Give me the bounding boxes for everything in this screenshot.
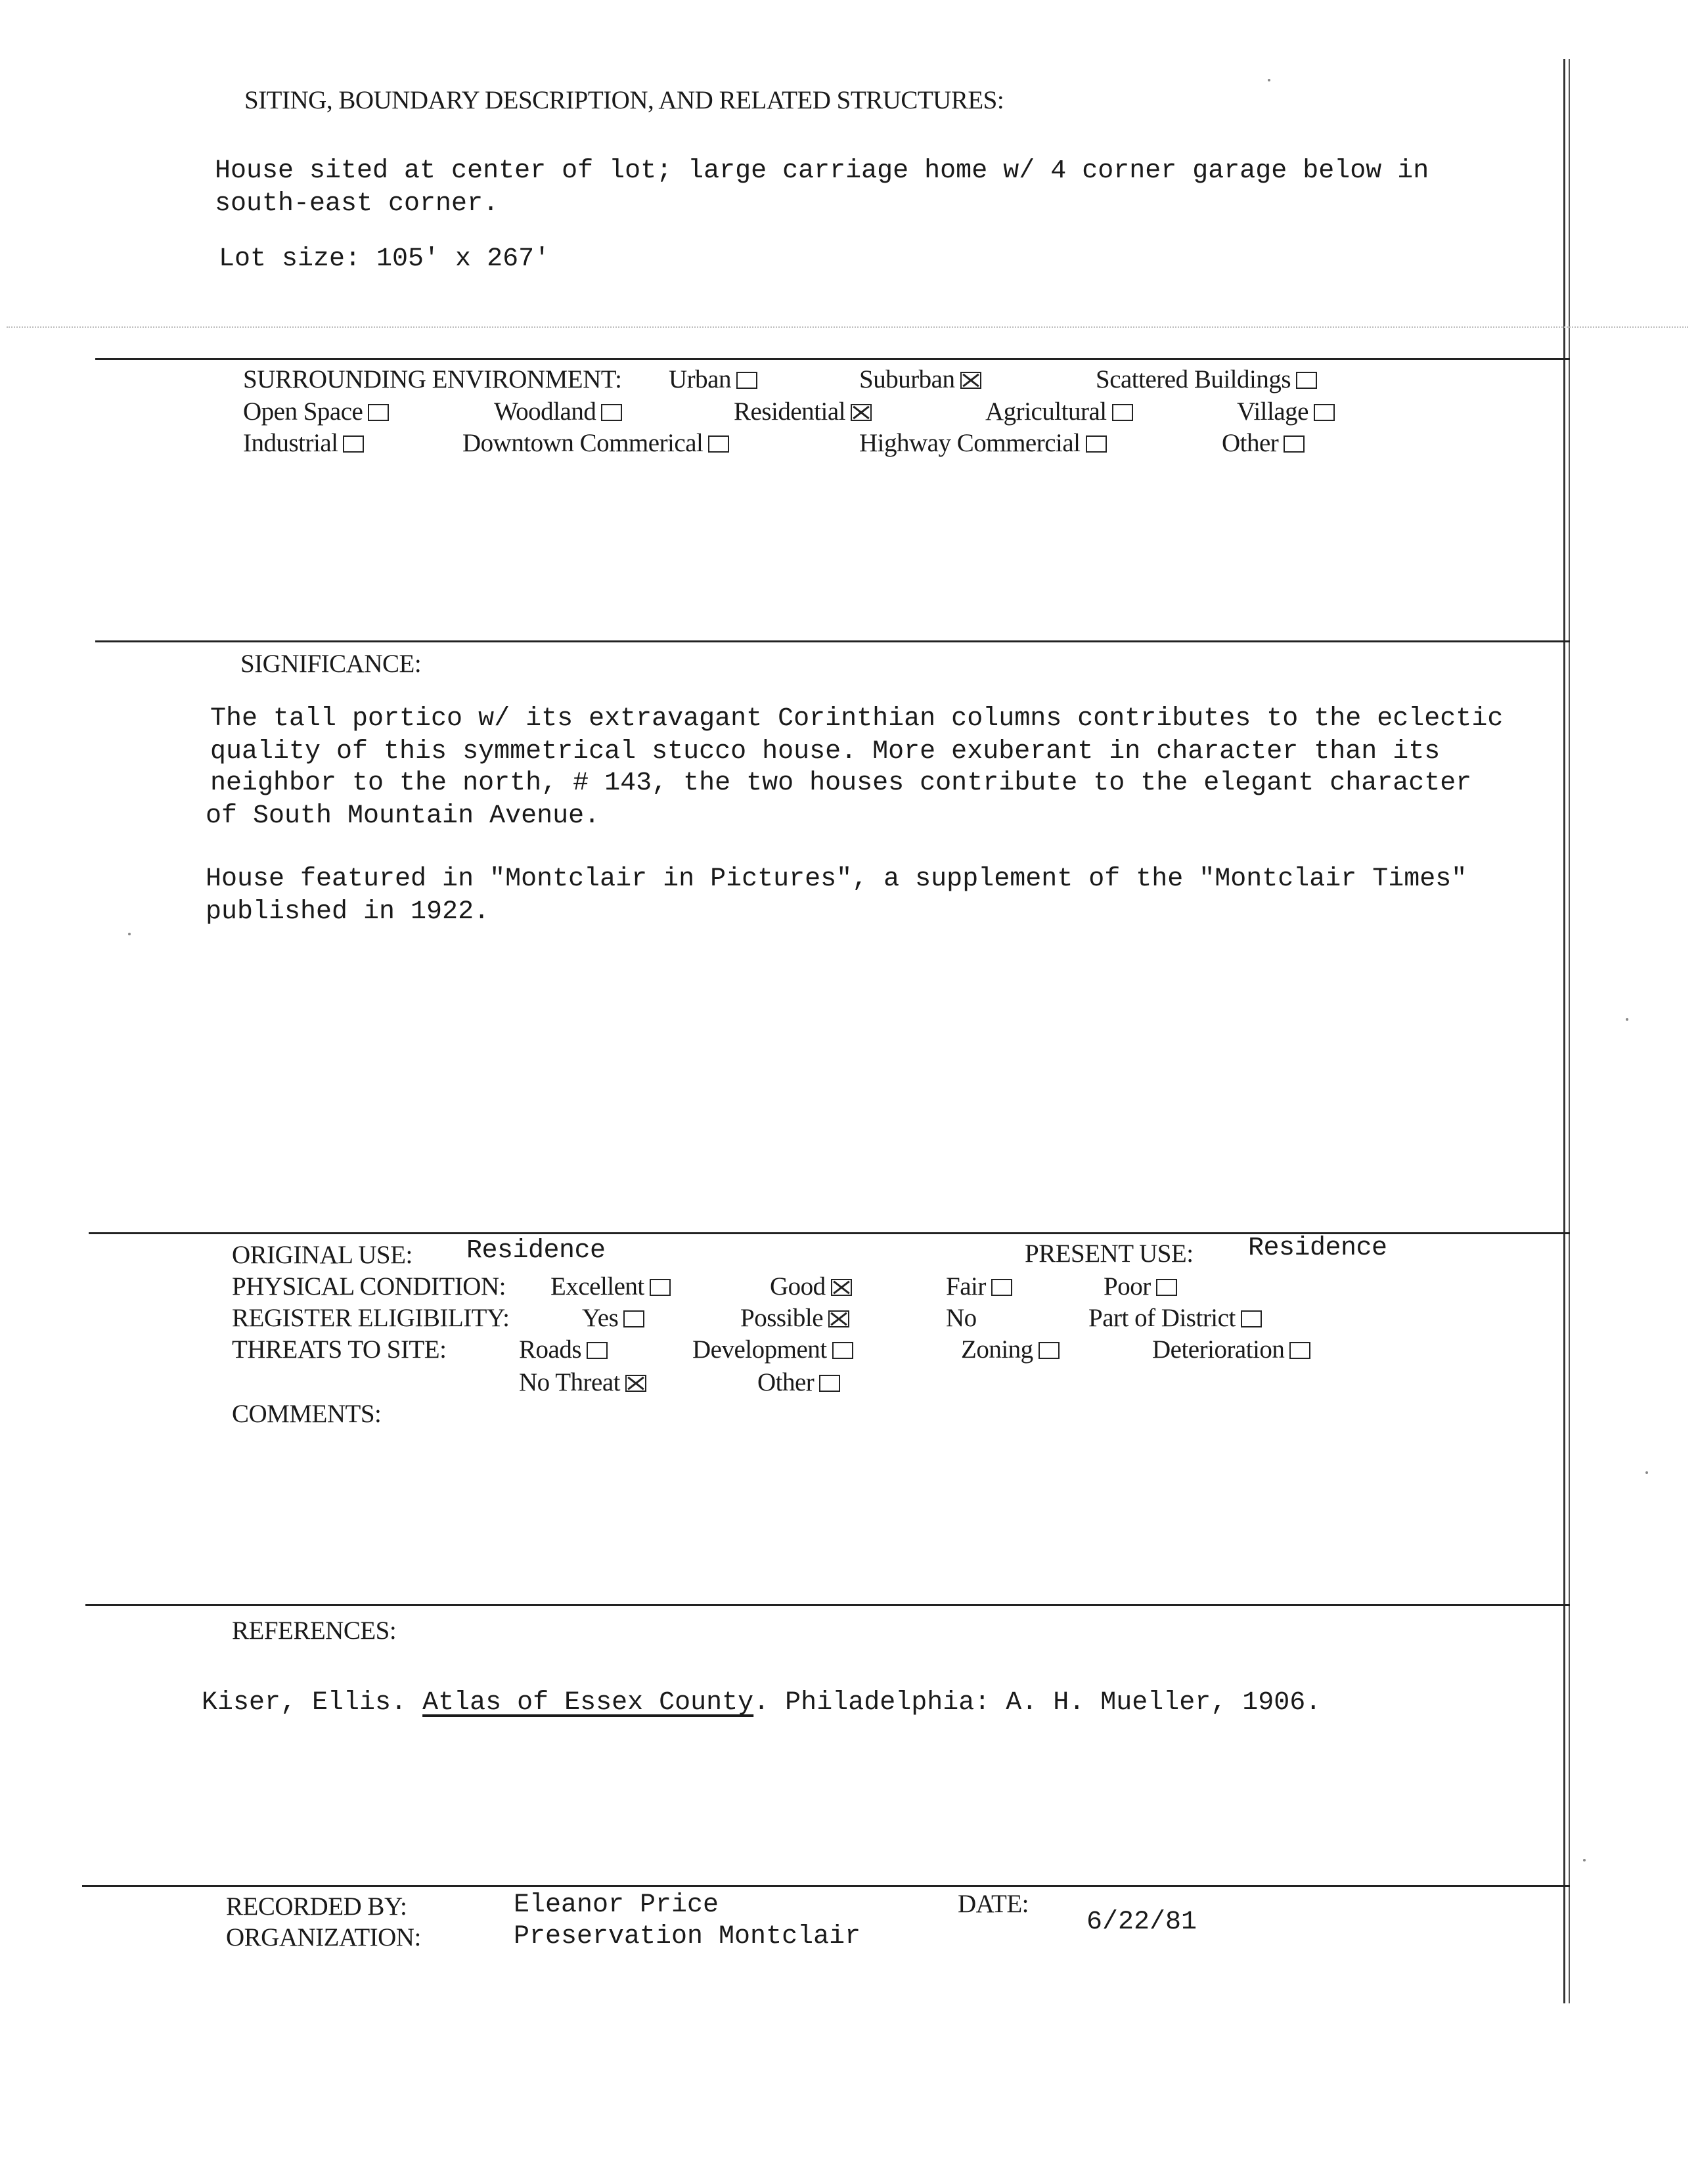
- lot-size: Lot size: 105' x 267': [219, 244, 550, 274]
- threat-none-checkbox[interactable]: [625, 1375, 646, 1392]
- env-woodland-checkbox[interactable]: [601, 404, 622, 421]
- condition-fair[interactable]: [946, 1272, 1012, 1301]
- scan-speck: [1583, 1859, 1586, 1861]
- env-highway-checkbox[interactable]: [1086, 435, 1107, 453]
- env-downtown-checkbox[interactable]: [708, 435, 729, 453]
- threat-roads[interactable]: [519, 1335, 608, 1364]
- env-openspace-label: Open Space: [243, 397, 363, 426]
- threat-zoning[interactable]: [961, 1335, 1060, 1364]
- threat-none-label: No Threat: [519, 1368, 620, 1396]
- env-option-suburban[interactable]: [859, 365, 981, 394]
- threat-other-label: Other: [757, 1368, 815, 1396]
- significance-line-6: published in 1922.: [206, 897, 490, 927]
- scan-speck: [128, 933, 131, 935]
- env-option-woodland[interactable]: [494, 397, 622, 426]
- section-divider: [82, 1885, 1570, 1887]
- significance-line-1: The tall portico w/ its extravagant Corinthian columns contributes to the eclectic: [210, 704, 1504, 734]
- env-suburban-checkbox[interactable]: [960, 372, 981, 389]
- env-option-industrial[interactable]: [243, 428, 364, 458]
- condition-good-checkbox[interactable]: [831, 1279, 852, 1296]
- register-yes[interactable]: [582, 1303, 644, 1333]
- env-option-scattered[interactable]: [1096, 365, 1317, 394]
- env-option-highway[interactable]: [859, 428, 1107, 458]
- recorded-by-label: RECORDED BY:: [226, 1892, 407, 1921]
- env-downtown-label: Downtown Commerical: [462, 429, 704, 457]
- siting-line-2: south-east corner.: [215, 189, 499, 219]
- organization-value: Preservation Montclair: [514, 1922, 861, 1951]
- present-use-label: PRESENT USE:: [1025, 1239, 1194, 1268]
- register-district-label: Part of District: [1088, 1304, 1236, 1332]
- env-village-checkbox[interactable]: [1314, 404, 1335, 421]
- condition-good[interactable]: [770, 1272, 852, 1301]
- env-scattered-label: Scattered Buildings: [1096, 365, 1291, 393]
- env-other-checkbox[interactable]: [1284, 435, 1305, 453]
- env-industrial-label: Industrial: [243, 429, 338, 457]
- original-use-value: Residence: [466, 1236, 606, 1266]
- env-option-village[interactable]: [1237, 397, 1335, 426]
- scan-artifact-line: [7, 326, 1688, 328]
- threat-deterioration-label: Deterioration: [1152, 1335, 1285, 1364]
- threat-development-checkbox[interactable]: [832, 1342, 853, 1359]
- env-village-label: Village: [1237, 397, 1308, 426]
- section-divider: [85, 1604, 1570, 1606]
- env-other-label: Other: [1222, 429, 1279, 457]
- condition-fair-label: Fair: [946, 1272, 986, 1301]
- env-openspace-checkbox[interactable]: [368, 404, 389, 421]
- threat-development-label: Development: [692, 1335, 827, 1364]
- condition-poor-label: Poor: [1104, 1272, 1151, 1301]
- register-district[interactable]: [1088, 1303, 1262, 1333]
- threat-other-checkbox[interactable]: [819, 1375, 840, 1392]
- threat-none[interactable]: [519, 1368, 646, 1397]
- env-option-urban[interactable]: [669, 365, 757, 394]
- condition-excellent-checkbox[interactable]: [650, 1279, 671, 1296]
- env-highway-label: Highway Commercial: [859, 429, 1081, 457]
- threat-zoning-label: Zoning: [961, 1335, 1033, 1364]
- section-divider: [95, 358, 1570, 360]
- threat-roads-checkbox[interactable]: [587, 1342, 608, 1359]
- page-right-border-inner: [1569, 59, 1570, 2003]
- register-yes-checkbox[interactable]: [623, 1310, 644, 1327]
- condition-poor-checkbox[interactable]: [1156, 1279, 1177, 1296]
- scan-speck: [1626, 1018, 1628, 1021]
- significance-line-4: of South Mountain Avenue.: [206, 801, 600, 831]
- condition-fair-checkbox[interactable]: [991, 1279, 1012, 1296]
- section-divider: [95, 640, 1570, 642]
- env-option-openspace[interactable]: [243, 397, 389, 426]
- env-option-downtown[interactable]: [462, 428, 729, 458]
- register-possible[interactable]: [740, 1303, 849, 1333]
- threat-zoning-checkbox[interactable]: [1039, 1342, 1060, 1359]
- page-right-border: [1563, 59, 1565, 2003]
- reference-entry: [202, 1688, 1321, 1718]
- env-option-other[interactable]: [1222, 428, 1305, 458]
- register-label: REGISTER ELIGIBILITY:: [232, 1304, 510, 1332]
- env-suburban-label: Suburban: [859, 365, 955, 393]
- register-district-checkbox[interactable]: [1241, 1310, 1262, 1327]
- comments-label: COMMENTS:: [232, 1400, 382, 1428]
- references-heading: REFERENCES:: [232, 1616, 397, 1645]
- reference-rest: . Philadelphia: A. H. Mueller, 1906.: [753, 1688, 1322, 1718]
- env-option-agricultural[interactable]: [985, 397, 1133, 426]
- env-residential-checkbox[interactable]: [851, 404, 872, 421]
- condition-poor[interactable]: [1104, 1272, 1177, 1301]
- env-agricultural-label: Agricultural: [985, 397, 1107, 426]
- recorded-by-value: Eleanor Price: [514, 1890, 719, 1920]
- environment-heading: SURROUNDING ENVIRONMENT:: [243, 365, 622, 393]
- env-industrial-checkbox[interactable]: [343, 435, 364, 453]
- present-use-value: Residence: [1248, 1234, 1387, 1263]
- significance-line-5: House featured in "Montclair in Pictures", a supplement of the "Montclair Times": [206, 864, 1467, 894]
- significance-line-2: quality of this symmetrical stucco house. More exuberant in character than its: [210, 737, 1441, 767]
- register-yes-label: Yes: [582, 1304, 619, 1332]
- env-woodland-label: Woodland: [494, 397, 596, 426]
- register-possible-label: Possible: [740, 1304, 824, 1332]
- threats-label: THREATS TO SITE:: [232, 1335, 447, 1364]
- condition-good-label: Good: [770, 1272, 826, 1301]
- register-no: No: [946, 1304, 977, 1332]
- env-agricultural-checkbox[interactable]: [1112, 404, 1133, 421]
- siting-line-1: House sited at center of lot; large carriage home w/ 4 corner garage below in: [215, 156, 1429, 186]
- original-use-label: ORIGINAL USE:: [232, 1241, 413, 1269]
- condition-label: PHYSICAL CONDITION:: [232, 1272, 506, 1301]
- siting-heading: SITING, BOUNDARY DESCRIPTION, AND RELATED STRUCTURES:: [244, 86, 1004, 114]
- threat-development[interactable]: [692, 1335, 853, 1364]
- threat-roads-label: Roads: [519, 1335, 581, 1364]
- scan-speck: [1645, 1471, 1648, 1474]
- threat-deterioration[interactable]: [1152, 1335, 1310, 1364]
- threat-deterioration-checkbox[interactable]: [1289, 1342, 1310, 1359]
- organization-label: ORGANIZATION:: [226, 1923, 421, 1951]
- env-urban-label: Urban: [669, 365, 731, 393]
- threat-other[interactable]: [757, 1368, 840, 1397]
- env-scattered-checkbox[interactable]: [1296, 372, 1317, 389]
- condition-excellent[interactable]: [550, 1272, 671, 1301]
- condition-excellent-label: Excellent: [550, 1272, 644, 1301]
- env-option-residential[interactable]: [734, 397, 872, 426]
- significance-line-3: neighbor to the north, # 143, the two houses contribute to the elegant character: [210, 769, 1472, 798]
- reference-title: Atlas of Essex County: [422, 1688, 754, 1718]
- scan-speck: [1268, 79, 1270, 81]
- significance-heading: SIGNIFICANCE:: [240, 650, 422, 678]
- env-urban-checkbox[interactable]: [736, 372, 757, 389]
- date-label: DATE:: [958, 1890, 1029, 1918]
- reference-author: Kiser, Ellis.: [202, 1688, 407, 1718]
- env-residential-label: Residential: [734, 397, 845, 426]
- date-value: 6/22/81: [1086, 1907, 1197, 1937]
- register-possible-checkbox[interactable]: [828, 1310, 849, 1327]
